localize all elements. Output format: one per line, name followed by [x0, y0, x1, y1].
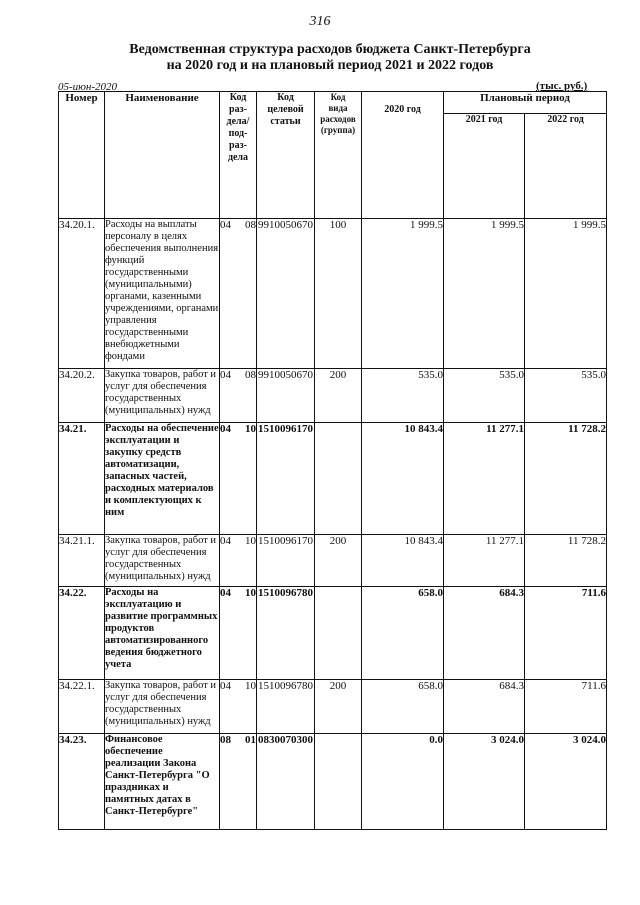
row-number: 34.21.1. [59, 535, 105, 587]
header-2022: 2022 год [525, 114, 607, 219]
row-2021: 11 277.1 [444, 423, 525, 535]
row-name: Закупка товаров, работ и услуг для обеспечения государственных (муниципальных) нужд [105, 535, 220, 587]
row-section: 04 08 [220, 219, 257, 369]
header-planned-period: Плановый период [444, 92, 607, 114]
header-number: Номер [59, 92, 105, 219]
table-row [59, 734, 607, 830]
row-target: 0830070300 [257, 734, 315, 830]
row-number: 34.22. [59, 587, 105, 680]
row-number: 34.22.1. [59, 680, 105, 734]
row-target: 1510096170 [257, 423, 315, 535]
row-number: 34.23. [59, 734, 105, 830]
table-row [59, 535, 607, 587]
table-row [59, 587, 607, 680]
row-2021: 535.0 [444, 369, 525, 423]
row-name: Расходы на обеспечение эксплуатации и закупку средств автоматизации, запасных частей, расходных материалов и комплектующих к ним [105, 423, 220, 535]
table-row [59, 423, 607, 535]
row-2021: 684.3 [444, 587, 525, 680]
row-group: 200 [315, 369, 362, 423]
row-group: 200 [315, 680, 362, 734]
row-2021: 11 277.1 [444, 535, 525, 587]
units-label: (тыс. руб.) [536, 80, 588, 92]
row-name: Финансовое обеспечение реализации Закона Санкт-Петербурга "О праздниках и памятных датах в Санкт-Петербурге" [105, 734, 220, 830]
row-2020: 10 843.4 [362, 423, 444, 535]
row-section: 04 10 [220, 535, 257, 587]
row-2020: 658.0 [362, 587, 444, 680]
header-name: Наименование [105, 92, 220, 219]
row-target: 9910050670 [257, 219, 315, 369]
row-target: 1510096170 [257, 535, 315, 587]
row-2022: 1 999.5 [525, 219, 607, 369]
row-name: Закупка товаров, работ и услуг для обеспечения государственных (муниципальных) нужд [105, 680, 220, 734]
budget-table [58, 91, 607, 830]
row-2022: 11 728.2 [525, 423, 607, 535]
row-2021: 684.3 [444, 680, 525, 734]
row-target: 1510096780 [257, 680, 315, 734]
document-title [0, 42, 640, 74]
header-group-code: Код вида расходов (группа) [315, 92, 362, 219]
row-name: Закупка товаров, работ и услуг для обеспечения государственных (муниципальных) нужд [105, 369, 220, 423]
table-row [59, 219, 607, 369]
row-name: Расходы на эксплуатацию и развитие программных продуктов автоматизированного ведения бюджетного учета [105, 587, 220, 680]
row-2020: 658.0 [362, 680, 444, 734]
document-date: 05-июн-2020 [58, 81, 118, 93]
row-group: 100 [315, 219, 362, 369]
table-row [59, 680, 607, 734]
table-row [59, 369, 607, 423]
row-2021: 1 999.5 [444, 219, 525, 369]
row-2022: 711.6 [525, 680, 607, 734]
row-2020: 10 843.4 [362, 535, 444, 587]
row-2021: 3 024.0 [444, 734, 525, 830]
row-number: 34.20.1. [59, 219, 105, 369]
row-section: 04 10 [220, 587, 257, 680]
row-group [315, 423, 362, 535]
header-2021: 2021 год [444, 114, 525, 219]
row-2022: 535.0 [525, 369, 607, 423]
row-2020: 0.0 [362, 734, 444, 830]
row-2020: 535.0 [362, 369, 444, 423]
row-group: 200 [315, 535, 362, 587]
row-section: 04 10 [220, 423, 257, 535]
row-name: Расходы на выплаты персоналу в целях обеспечения выполнения функций государственными (муниципальными) органами, казенными учреждениями, органами управления государственными внебюджетными фондами [105, 219, 220, 369]
header-section-code: Код раз- дела/ под- раз- дела [220, 92, 257, 219]
row-target: 9910050670 [257, 369, 315, 423]
row-2022: 11 728.2 [525, 535, 607, 587]
row-section: 04 10 [220, 680, 257, 734]
title-line-2: на 2020 год и на плановый период 2021 и 2022 годов [166, 58, 494, 73]
row-target: 1510096780 [257, 587, 315, 680]
header-2020: 2020 год [362, 92, 444, 219]
row-2022: 3 024.0 [525, 734, 607, 830]
row-number: 34.20.2. [59, 369, 105, 423]
page-number: 316 [309, 14, 331, 29]
header-target-code: Код целевой статьи [257, 92, 315, 219]
row-section: 04 08 [220, 369, 257, 423]
row-number: 34.21. [59, 423, 105, 535]
row-section: 08 01 [220, 734, 257, 830]
row-group [315, 587, 362, 680]
row-group [315, 734, 362, 830]
title-line-1: Ведомственная структура расходов бюджета Санкт-Петербурга [129, 42, 531, 57]
row-2020: 1 999.5 [362, 219, 444, 369]
row-2022: 711.6 [525, 587, 607, 680]
